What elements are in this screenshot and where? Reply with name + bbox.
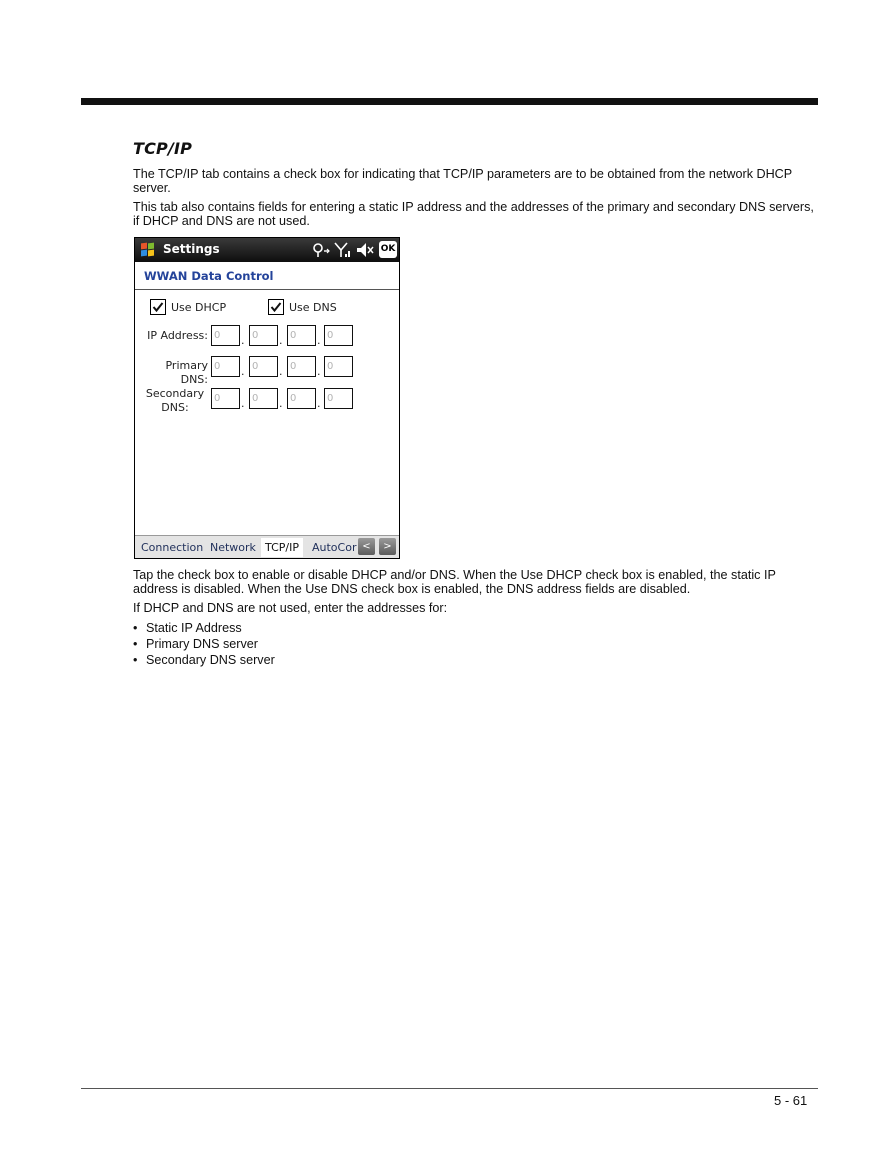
section-title: TCP/IP	[133, 139, 193, 158]
secondary-dns-octet-2[interactable]: 0	[249, 388, 278, 409]
octet-separator: .	[279, 334, 283, 347]
primary-dns-octet-2[interactable]: 0	[249, 356, 278, 377]
secondary-dns-octet-1[interactable]: 0	[211, 388, 240, 409]
octet-separator: .	[241, 334, 245, 347]
paragraph-usage: Tap the check box to enable or disable DHCP and/or DNS. When the Use DHCP check box is enabled, the static IP address is disabled. When the Use DNS check box is enabled, the DNS address fields are disabled.	[133, 568, 776, 596]
use-dns-label: Use DNS	[289, 300, 337, 314]
list-item: • Primary DNS server	[133, 637, 258, 651]
secondary-dns-label-line2: DNS:	[161, 401, 189, 414]
windows-start-icon[interactable]	[141, 243, 155, 257]
checkmark-icon	[270, 301, 282, 313]
octet-separator: .	[241, 365, 245, 378]
ip-octet-1[interactable]: 0	[211, 325, 240, 346]
primary-dns-label: Primary DNS:	[165, 359, 208, 386]
device-screenshot	[134, 237, 400, 559]
paragraph-list-intro: If DHCP and DNS are not used, enter the addresses for:	[133, 601, 448, 615]
window-title: Settings	[163, 242, 220, 256]
header-band	[135, 262, 399, 290]
checkbox-box[interactable]	[150, 299, 166, 315]
checkbox-box[interactable]	[268, 299, 284, 315]
speaker-muted-icon[interactable]	[356, 242, 374, 258]
secondary-dns-octet-4[interactable]: 0	[324, 388, 353, 409]
secondary-dns-label-line1: Secondary	[145, 387, 205, 400]
ok-button[interactable]: OK	[379, 241, 397, 258]
octet-separator: .	[279, 365, 283, 378]
title-bar	[135, 238, 399, 262]
octet-separator: .	[279, 397, 283, 410]
primary-dns-octet-4[interactable]: 0	[324, 356, 353, 377]
octet-separator: .	[241, 397, 245, 410]
address-list	[133, 620, 275, 668]
use-dhcp-checkbox[interactable]	[150, 299, 226, 315]
tab-network[interactable]: Network	[210, 541, 256, 554]
primary-dns-octet-3[interactable]: 0	[287, 356, 316, 377]
secondary-dns-label	[145, 387, 205, 415]
top-rule	[81, 98, 818, 105]
use-dhcp-label: Use DHCP	[171, 300, 227, 314]
list-item: • Secondary DNS server	[133, 653, 275, 667]
ip-address-label: IP Address:	[147, 329, 208, 342]
use-dns-checkbox[interactable]	[268, 299, 337, 315]
paragraph-fields: This tab also contains fields for entering a static IP address and the addresses of the primary and secondary DNS servers, if DHCP and DNS are not used.	[133, 200, 814, 228]
signal-strength-icon[interactable]	[334, 242, 352, 258]
ip-octet-4[interactable]: 0	[324, 325, 353, 346]
checkmark-icon	[152, 301, 164, 313]
ip-octet-3[interactable]: 0	[287, 325, 316, 346]
primary-dns-octet-1[interactable]: 0	[211, 356, 240, 377]
tab-bar	[135, 535, 399, 559]
footer-rule	[81, 1088, 818, 1089]
tab-scroll-right-button[interactable]: >	[379, 538, 396, 555]
secondary-dns-octet-3[interactable]: 0	[287, 388, 316, 409]
page-header: WWAN Data Control	[144, 269, 274, 283]
paragraph-intro: The TCP/IP tab contains a check box for indicating that TCP/IP parameters are to be obtained from the network DHCP server.	[133, 167, 792, 195]
octet-separator: .	[317, 365, 321, 378]
tab-tcpip[interactable]: TCP/IP	[261, 538, 303, 557]
tab-autoconnect[interactable]: AutoCor	[312, 541, 357, 554]
page-number: 5 - 61	[774, 1093, 808, 1108]
connectivity-icon[interactable]	[312, 242, 330, 258]
list-item: • Static IP Address	[133, 621, 242, 635]
octet-separator: .	[317, 397, 321, 410]
octet-separator: .	[317, 334, 321, 347]
tab-scroll-left-button[interactable]: <	[358, 538, 375, 555]
ip-octet-2[interactable]: 0	[249, 325, 278, 346]
tab-connection[interactable]: Connection	[141, 541, 204, 554]
